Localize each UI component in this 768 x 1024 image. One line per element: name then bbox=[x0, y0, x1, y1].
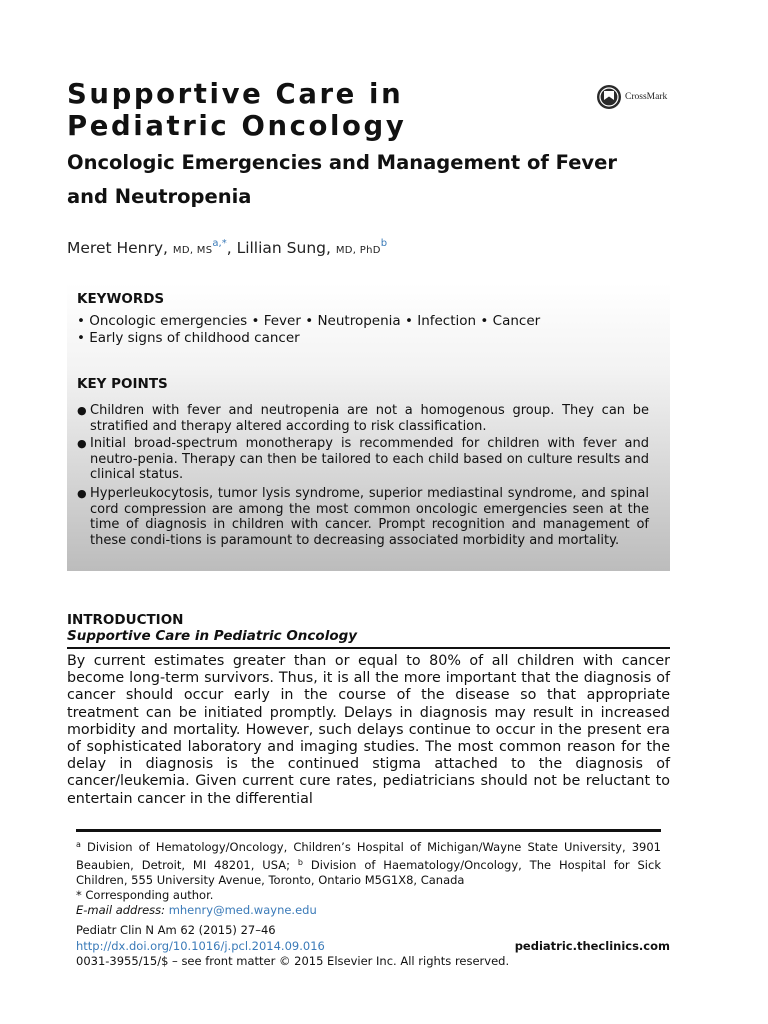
crossmark-icon bbox=[597, 85, 621, 109]
affiliation-a: Division of Hematology/Oncology, Children’s Hospital of Michigan/Wayne State University, 3901 Beaubien, Detroit, MI 48201, USA; bbox=[76, 840, 661, 872]
key-points-heading: KEY POINTS bbox=[77, 376, 168, 392]
bullet-icon: ● bbox=[77, 487, 87, 500]
affiliation-b: Division of Haematology/Oncology, The Hospital for Sick Children, 555 University Avenue, Toronto, Ontario M5G1X8, Canada bbox=[76, 858, 661, 887]
keywords-keypoints-box bbox=[67, 283, 670, 571]
crossmark-badge[interactable] bbox=[597, 84, 667, 110]
footnote-divider bbox=[76, 829, 661, 832]
author-name: Lillian Sung, bbox=[236, 239, 331, 257]
keywords-line: • Early signs of childhood cancer bbox=[77, 330, 300, 346]
keywords-heading: KEYWORDS bbox=[77, 291, 165, 307]
bullet-icon: ● bbox=[77, 437, 87, 450]
journal-info bbox=[76, 923, 670, 970]
author-separator: , bbox=[226, 239, 237, 257]
section-heading: INTRODUCTION bbox=[67, 612, 184, 628]
section-divider bbox=[67, 647, 670, 649]
author-degrees: MD, MS bbox=[172, 245, 213, 256]
author-list bbox=[67, 238, 387, 257]
title-line-1: Supportive Care in bbox=[67, 78, 404, 110]
doi-link[interactable]: http://dx.doi.org/10.1016/j.pcl.2014.09.016 bbox=[76, 938, 325, 953]
keywords-line: • Oncologic emergencies • Fever • Neutropenia • Infection • Cancer bbox=[77, 313, 541, 329]
key-point-text: Hyperleukocytosis, tumor lysis syndrome, superior mediastinal syndrome, and spinal cord compression are among the most common oncologic emergencies seen at the time of diagnosis in children with cancer. Prompt recognition and management of these condi-tions is paramount to decreasing associated morbidity and mortality. bbox=[90, 486, 649, 548]
email-line bbox=[76, 903, 661, 918]
article-title bbox=[67, 78, 587, 142]
bullet-icon: ● bbox=[77, 404, 87, 417]
key-point-item bbox=[77, 436, 649, 483]
author-name: Meret Henry, bbox=[67, 239, 168, 257]
email-label: E-mail address: bbox=[76, 903, 166, 917]
intro-paragraph: By current estimates greater than or equal to 80% of all children with cancer become long-term survivors. Thus, it is all the more important that the diagnosis of cancer should occur early in the course of the disease so that appropriate treatment can be initiated promptly. Delays in diagnosis may result in increased morbidity and mortality. However, such delays continue to occur in the present era of sophisticated laboratory and imaging studies. The most common reason for the delay in diagnosis is the continued stigma attached to the diagnosis of cancer/leukemia. Given current cure rates, pediatricians should not be reluctant to entertain cancer in the differential bbox=[67, 653, 670, 807]
author-affiliation-mark[interactable]: b bbox=[380, 238, 388, 249]
journal-citation: Pediatr Clin N Am 62 (2015) 27–46 bbox=[76, 923, 276, 937]
key-point-text: Children with fever and neutropenia are not a homogenous group. They can be stratified and therapy altered according to risk classification. bbox=[90, 403, 649, 434]
doi-row bbox=[76, 939, 670, 955]
author-degrees: MD, PhD bbox=[335, 245, 381, 256]
affiliations bbox=[76, 837, 661, 888]
footnotes bbox=[76, 837, 661, 918]
subtitle-line-1: Oncologic Emergencies and Management of Fever bbox=[67, 151, 617, 174]
journal-website[interactable]: pediatric.theclinics.com bbox=[514, 938, 670, 953]
corresponding-author-note: * Corresponding author. bbox=[76, 888, 214, 902]
key-point-item bbox=[77, 486, 649, 548]
copyright-line: 0031-3955/15/$ – see front matter © 2015 Elsevier Inc. All rights reserved. bbox=[76, 954, 510, 968]
footnote-mark: a bbox=[76, 840, 81, 849]
article-subtitle bbox=[67, 146, 687, 214]
key-point-item bbox=[77, 403, 649, 434]
section-subheading: Supportive Care in Pediatric Oncology bbox=[67, 628, 358, 644]
title-line-2: Pediatric Oncology bbox=[67, 110, 407, 142]
subtitle-line-2: and Neutropenia bbox=[67, 185, 252, 208]
key-point-text: Initial broad-spectrum monotherapy is recommended for children with fever and neutro-penia. Therapy can then be tailored to each child based on culture results and clinical status. bbox=[90, 436, 649, 482]
email-link[interactable]: mhenry@med.wayne.edu bbox=[168, 903, 317, 917]
crossmark-label: CrossMark bbox=[625, 92, 668, 102]
author-affiliation-mark[interactable]: a,* bbox=[212, 238, 227, 249]
footnote-mark: b bbox=[297, 858, 303, 867]
